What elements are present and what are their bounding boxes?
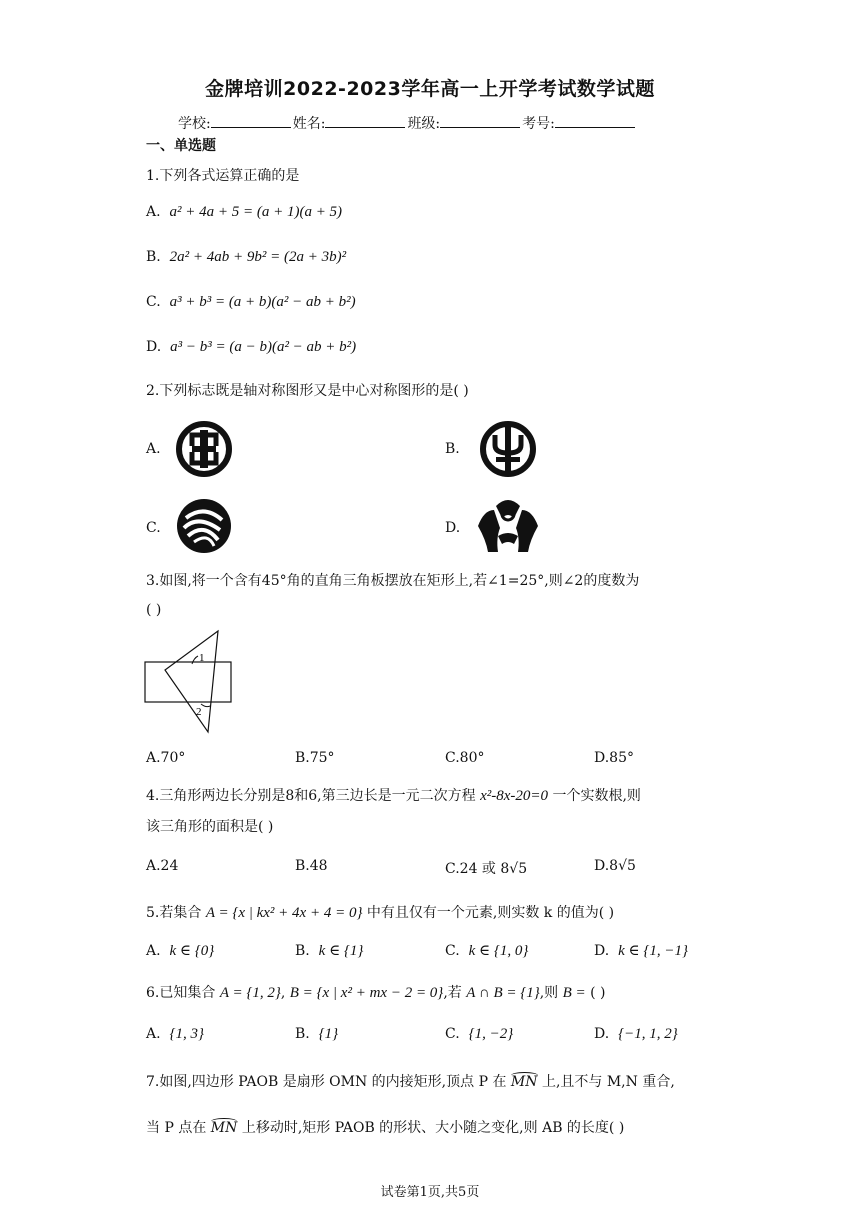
q3-angle2-label: 2 — [196, 706, 202, 718]
page-title: 金牌培训2022-2023学年高一上开学考试数学试题 — [205, 78, 655, 100]
name-blank — [325, 115, 405, 128]
q3-option-c: C.80° — [445, 750, 485, 766]
q6-option-c: C. {1, −2} — [445, 1026, 514, 1042]
q4-stem-line2: 该三角形的面积是( ) — [146, 819, 274, 835]
china-mobile-logo-icon — [174, 496, 234, 556]
q2-label-c: C. — [146, 520, 161, 536]
q4-option-d: D.8√5 — [594, 858, 636, 874]
q3-option-b: B.75° — [295, 750, 335, 766]
q5-option-a: A. k ∈ {0} — [146, 943, 215, 959]
class-blank — [440, 115, 520, 128]
q2-label-b: B. — [445, 441, 460, 457]
q2-label-a: A. — [146, 441, 161, 457]
q3-option-a: A.70° — [146, 750, 186, 766]
student-info — [178, 113, 637, 133]
section-heading: 一、单选题 — [146, 138, 216, 154]
arc-mn-symbol: MN — [510, 1074, 538, 1090]
q2-stem: 2.下列标志既是轴对称图形又是中心对称图形的是( ) — [146, 383, 469, 399]
q4-option-a: A.24 — [146, 858, 179, 874]
q6-stem: 6.已知集合 A = {1, 2}, B = {x | x² + mx − 2 = 0},若 A ∩ B = {1},则 B = ( ) — [146, 985, 606, 1001]
id-label: 考号: — [522, 116, 555, 132]
q5-option-c: C. k ∈ {1, 0} — [445, 943, 529, 959]
name-label: 姓名: — [292, 116, 326, 132]
q3-stem-line1: 3.如图,将一个含有45°角的直角三角板摆放在矩形上,若∠1=25°,则∠2的度数为 — [146, 573, 640, 589]
q6-option-d: D. {−1, 1, 2} — [594, 1026, 678, 1042]
q2-label-d: D. — [445, 520, 461, 536]
abc-logo-icon — [478, 419, 538, 479]
q7-stem-line2: 当 P 点在 MN 上移动时,矩形 PAOB 的形状、大小随之变化,则 AB 的长度( ) — [146, 1120, 625, 1136]
rural-credit-logo-icon — [474, 496, 542, 556]
q1-option-c: C. a³ + b³ = (a + b)(a² − ab + b²) — [146, 294, 356, 310]
q3-option-d: D.85° — [594, 750, 634, 766]
q6-option-a: A. {1, 3} — [146, 1026, 204, 1042]
q4-option-b: B.48 — [295, 858, 328, 874]
id-blank — [555, 115, 635, 128]
q1-option-d: D. a³ − b³ = (a − b)(a² − ab + b²) — [146, 339, 357, 355]
q5-stem: 5.若集合 A = {x | kx² + 4x + 4 = 0} 中有且仅有一个元素,则实数 k 的值为( ) — [146, 905, 615, 921]
q3-stem-line2: ( ) — [146, 602, 162, 618]
q4-option-c: C.24 或 8√5 — [445, 861, 528, 877]
school-label: 学校: — [178, 116, 211, 132]
q1-option-b: B. 2a² + 4ab + 9b² = (2a + 3b)² — [146, 249, 347, 265]
q3-figure — [140, 628, 240, 738]
q1-stem: 1.下列各式运算正确的是 — [146, 168, 300, 184]
q1-option-a: A. a² + 4a + 5 = (a + 1)(a + 5) — [146, 204, 343, 220]
q7-stem-line1: 7.如图,四边形 PAOB 是扇形 OMN 的内接矩形,顶点 P 在 MN 上,且不与 M,N 重合, — [146, 1074, 675, 1090]
icbc-logo-icon — [174, 419, 234, 479]
q5-option-d: D. k ∈ {1, −1} — [594, 943, 688, 959]
q6-option-b: B. {1} — [295, 1026, 339, 1042]
school-blank — [211, 115, 291, 128]
class-label: 班级: — [407, 116, 441, 132]
q4-stem-line1: 4.三角形两边长分别是8和6,第三边长是一元二次方程 x²-8x-20=0 一个实数根,则 — [146, 788, 641, 804]
page-footer: 试卷第1页,共5页 — [380, 1185, 480, 1200]
q5-option-b: B. k ∈ {1} — [295, 943, 364, 959]
arc-mn-symbol: MN — [210, 1120, 238, 1136]
q3-angle1-label: 1 — [199, 652, 205, 664]
